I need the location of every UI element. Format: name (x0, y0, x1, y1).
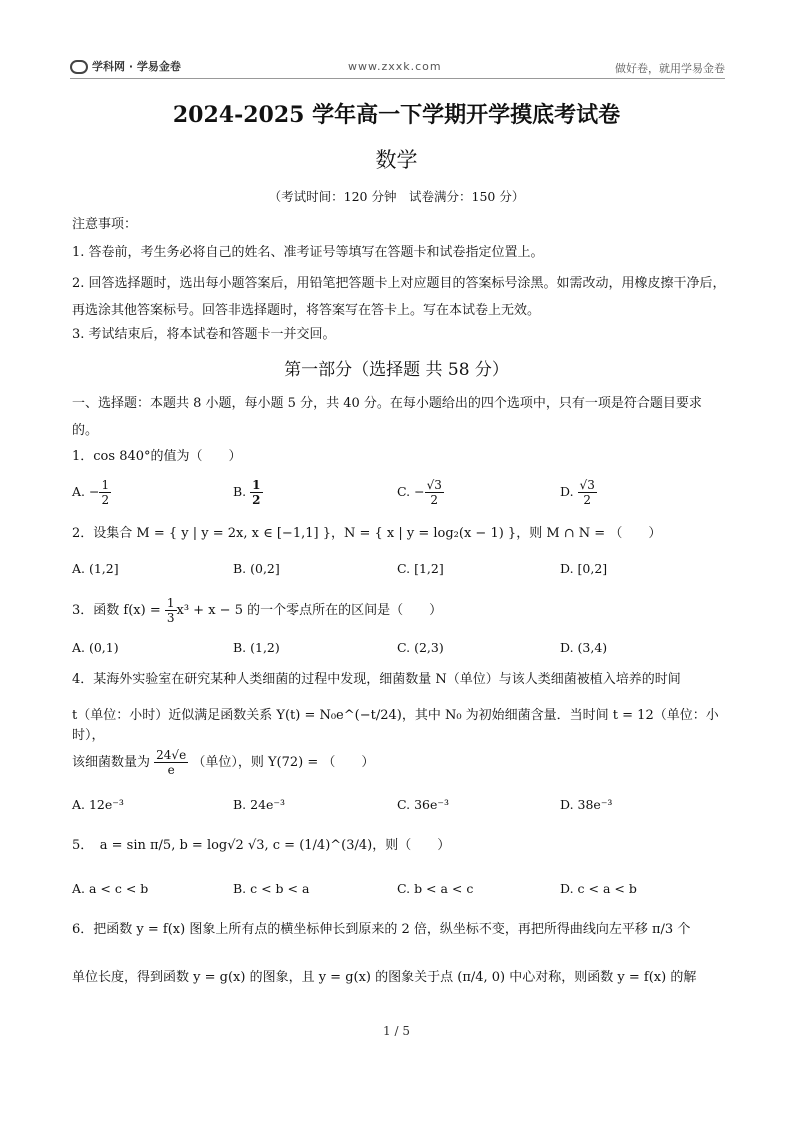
question-3-option-d: D. (3,4) (560, 640, 608, 655)
exam-subject: 数学 (375, 148, 418, 172)
question-4-option-a: A. 12e⁻³ (72, 797, 124, 812)
question-4-line-1: 4．某海外实验室在研究某种人类细菌的过程中发现，细菌数量 N（单位）与该人类细菌被植入培养的时间 (72, 672, 681, 687)
question-1-option-b: B. $\frac{1}{2}$ (233, 478, 261, 507)
question-1-option-a: A. − $\frac{1}{2}$ (72, 478, 110, 507)
question-2-option-c: C. [1,2] (397, 561, 444, 576)
section-intro: 一、选择题：本题共 8 小题，每小题 5 分，共 40 分。在每小题给出的四个选项中，只有一项是符合题目要求的。 (72, 396, 702, 438)
notes-heading: 注意事项： (72, 217, 138, 232)
question-4-option-d: D. 38e⁻³ (560, 797, 613, 812)
question-5-option-c: C. b < a < c (397, 881, 474, 896)
question-5-option-a: A. a < c < b (72, 881, 149, 896)
exam-info: （考试时间：120 分钟 试卷满分：150 分） (268, 189, 525, 204)
question-1-stem: 1．cos 840°的值为（ ） (72, 449, 242, 464)
logo-icon (70, 60, 88, 74)
question-3-option-a: A. (0,1) (72, 640, 119, 655)
question-1-option-c: C. − $\frac{√3}{2}$ (397, 478, 442, 507)
question-2-option-d: D. [0,2] (560, 561, 608, 576)
page-header (70, 56, 725, 79)
note-item: 2. 回答选择题时，选出每小题答案后，用铅笔把答题卡上对应题目的答案标号涂黑。如需改动，用橡皮擦干净后，再选涂其他答案标号。回答非选择题时，将答案写在答卡上。写在本试卷上无效。 (72, 276, 726, 318)
page-number: 1 / 5 (383, 1024, 410, 1038)
section-title: 第一部分（选择题 共 58 分） (284, 360, 509, 380)
question-6-line-1: 6．把函数 y = f(x) 图象上所有点的横坐标伸长到原来的 2 倍，纵坐标不变，再把所得曲线向左平移 π/3 个 (72, 922, 691, 937)
question-2-option-a: A. (1,2] (72, 561, 119, 576)
question-3-option-b: B. (1,2) (233, 640, 280, 655)
question-4-option-b: B. 24e⁻³ (233, 797, 286, 812)
note-item: 1. 答卷前，考生务必将自己的姓名、准考证号等填写在答题卡和试卷指定位置上。 (72, 245, 544, 260)
question-3-stem: 3．函数 f(x) = $\frac{1}{3}$ x³ + x − 5 的一个零点所在的区间是（ ） (72, 596, 443, 625)
question-1-option-d: D. $\frac{√3}{2}$ (560, 478, 595, 507)
question-3-option-c: C. (2,3) (397, 640, 444, 655)
question-5-stem: 5． a = sin π/5, b = log√2 √3, c = (1/4)^(3/4)，则（ ） (72, 838, 451, 853)
question-2-option-b: B. (0,2] (233, 561, 280, 576)
header-slogan: 做好卷，就用学易金卷 (615, 62, 725, 75)
question-4-option-c: C. 36e⁻³ (397, 797, 449, 812)
logo-text: 学科网 · 学易金卷 (92, 60, 181, 73)
site-url: www.zxxk.com (348, 60, 442, 73)
note-item: 3. 考试结束后，将本试卷和答题卡一并交回。 (72, 327, 336, 342)
question-4-line-3: 该细菌数量为 $\frac{24√e}{e}$ （单位），则 Y(72) = （ ） (72, 748, 375, 777)
question-5-option-d: D. c < a < b (560, 881, 637, 896)
question-5-option-b: B. c < b < a (233, 881, 310, 896)
question-6-line-2: 单位长度，得到函数 y = g(x) 的图象，且 y = g(x) 的图象关于点 (π/4, 0) 中心对称，则函数 y = f(x) 的解 (72, 970, 697, 985)
exam-title: 2024-2025 学年高一下学期开学摸底考试卷 (172, 102, 621, 128)
brand-logo (70, 58, 181, 74)
question-2-stem: 2．设集合 M = { y | y = 2x, x ∈ [−1,1] }，N = { x | y = log₂(x − 1) }，则 M ∩ N = （ ） (72, 526, 662, 541)
question-4-line-2: t（单位：小时）近似满足函数关系 Y(t) = N₀e^(−t/24)，其中 N₀ 为初始细菌含量．当时间 t = 12（单位：小时）， (72, 708, 719, 743)
